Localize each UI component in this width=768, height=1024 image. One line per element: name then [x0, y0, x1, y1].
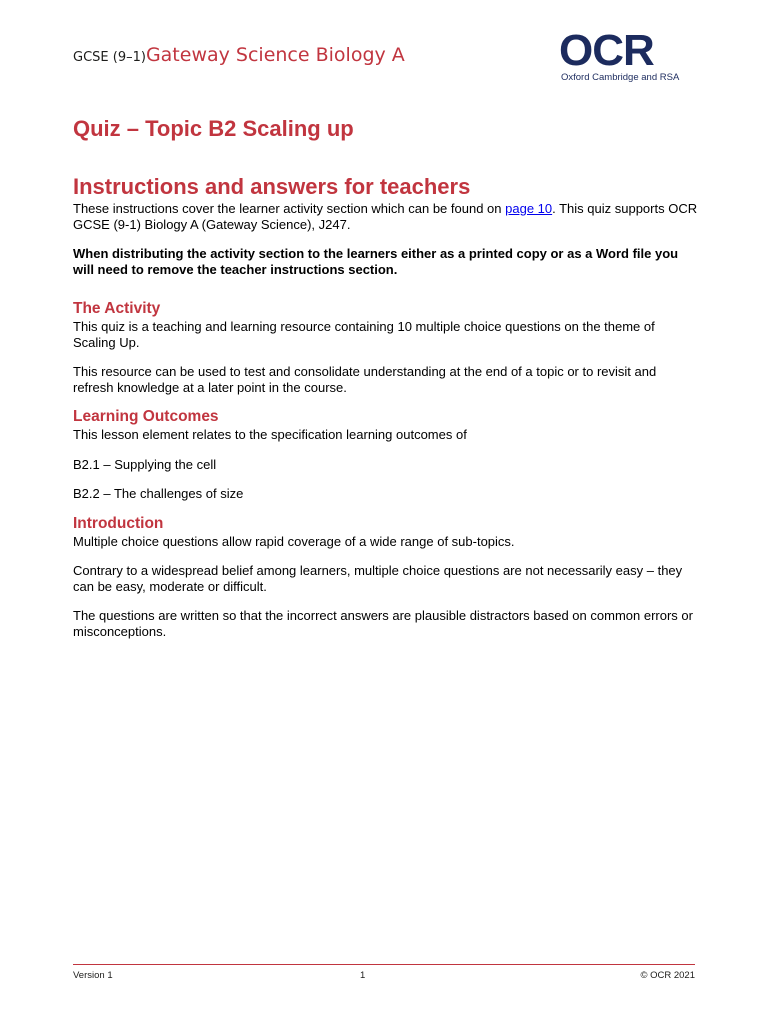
document-body [73, 173, 698, 639]
ocr-logo [559, 26, 691, 86]
document-header [73, 44, 405, 66]
instructions-intro [73, 201, 698, 232]
page-10-link[interactable]: page 10 [505, 201, 553, 216]
learning-outcomes-intro: This lesson element relates to the specification learning outcomes of [73, 427, 467, 442]
logo-wordmark: OCR [559, 26, 654, 75]
intro-text-after-link: . This quiz supports OCR GCSE (9-1) Biology A (Gateway Science), J247. [73, 201, 698, 232]
activity-paragraph-2: This resource can be used to test and consolidate understanding at the end of a topic or to revisit and refresh knowledge at a later point in the course. [73, 364, 657, 395]
page-title: Quiz – Topic B2 Scaling up [73, 116, 354, 141]
activity-heading: The Activity [73, 300, 161, 317]
introduction-paragraph-1: Multiple choice questions allow rapid coverage of a wide range of sub-topics. [73, 533, 515, 549]
qualification-label: GCSE (9–1) [73, 50, 146, 65]
logo-tagline: Oxford Cambridge and RSA [561, 72, 680, 83]
footer-page-number: 1 [360, 970, 366, 981]
activity-paragraph-1: This quiz is a teaching and learning resource containing 10 multiple choice questions on the theme of Scaling Up. [73, 319, 655, 350]
distribution-note: When distributing the activity section to the learners either as a printed copy or as a Word file you will need to remove the teacher instructions section. [73, 246, 679, 277]
introduction-heading: Introduction [73, 514, 164, 532]
course-title: Gateway Science Biology A [145, 44, 405, 66]
introduction-paragraph-3: The questions are written so that the incorrect answers are plausible distractors based on common errors or misconceptions. [73, 608, 693, 639]
footer-version: Version 1 [73, 970, 113, 981]
learning-outcome-item: B2.1 – Supplying the cell [73, 456, 217, 472]
learning-outcomes-heading: Learning Outcomes [73, 408, 219, 425]
introduction-paragraph-2: Contrary to a widespread belief among learners, multiple choice questions are not necessarily easy – they can be easy, moderate or difficult. [73, 563, 683, 594]
instructions-heading: Instructions and answers for teachers [73, 174, 471, 199]
footer-copyright: © OCR 2021 [640, 970, 695, 981]
intro-text-before-link: These instructions cover the learner activity section which can be found on [73, 201, 506, 216]
footer-divider [73, 964, 695, 965]
learning-outcome-item: B2.2 – The challenges of size [73, 486, 244, 501]
